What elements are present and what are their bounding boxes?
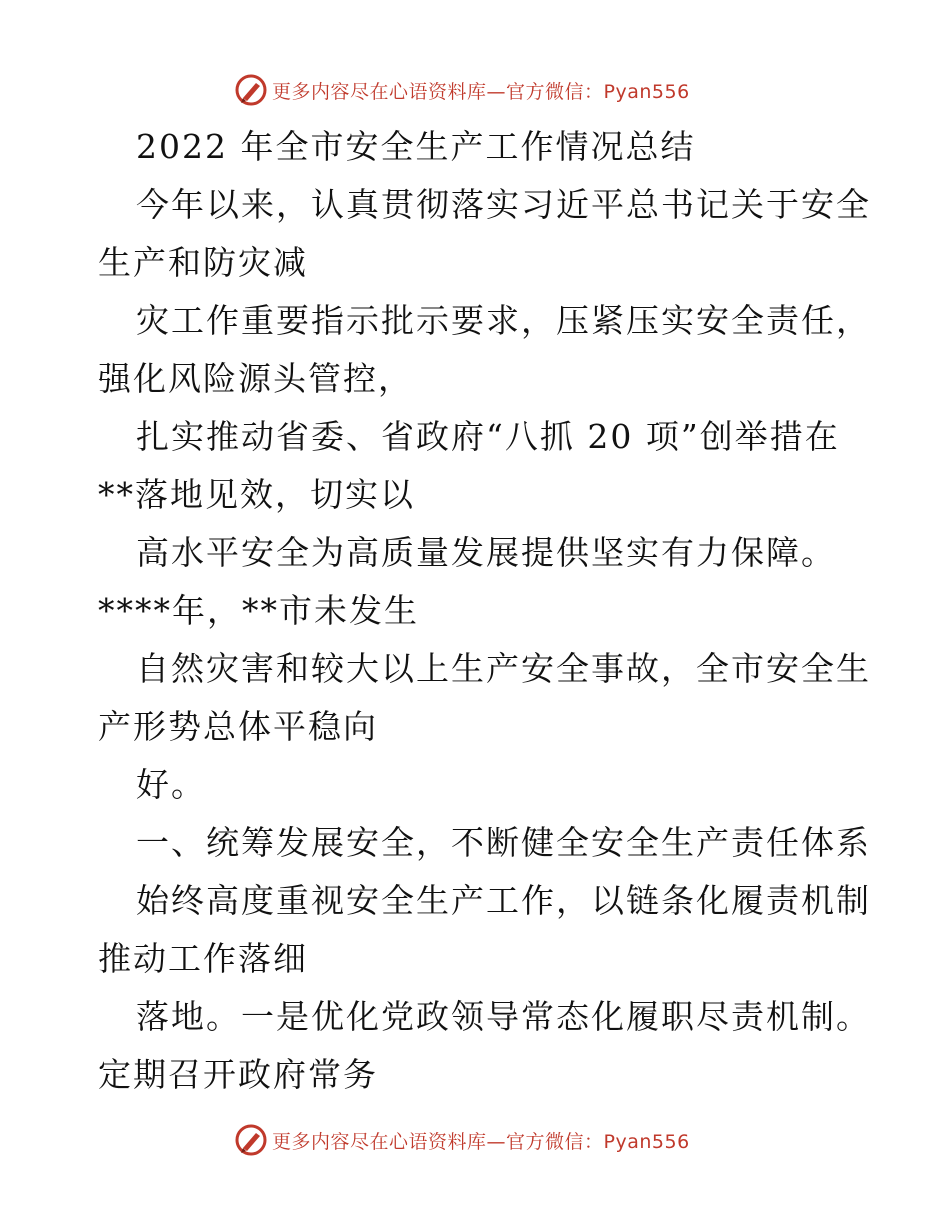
paragraph-line: 始终高度重视安全生产工作，以链条化履责机制 — [136, 881, 871, 920]
pen-logo-icon — [234, 73, 268, 107]
paragraph-line: 产形势总体平稳向 — [98, 707, 378, 746]
paragraph-line: 强化风险源头管控， — [98, 359, 413, 398]
paragraph-line: 扎实推动省委、省政府“八抓 20 项”创举措在 — [136, 417, 840, 456]
paragraph-line: 定期召开政府常务 — [98, 1055, 378, 1094]
watermark-text-top: 更多内容尽在心语资料库—官方微信：Pyan556 — [272, 80, 690, 103]
document-body — [98, 118, 871, 1104]
watermark-text-bottom: 更多内容尽在心语资料库—官方微信：Pyan556 — [272, 1130, 690, 1153]
watermark-banner-top — [234, 72, 690, 108]
paragraph-line: 落地。一是优化党政领导常态化履职尽责机制。 — [136, 997, 871, 1036]
watermark-banner-bottom — [234, 1122, 690, 1158]
section-heading: 一、统筹发展安全，不断健全安全生产责任体系 — [136, 823, 871, 862]
paragraph-line: 灾工作重要指示批示要求，压紧压实安全责任， — [136, 301, 871, 340]
paragraph-line: ****年，**市未发生 — [98, 591, 419, 630]
paragraph-line: 生产和防灾减 — [98, 243, 308, 282]
paragraph-line: **落地见效，切实以 — [98, 475, 415, 514]
paragraph-line: 高水平安全为高质量发展提供坚实有力保障。 — [136, 533, 836, 572]
pen-logo-icon — [234, 1123, 268, 1157]
paragraph-line: 好。 — [136, 765, 206, 804]
document-title: 2022 年全市安全生产工作情况总结 — [136, 127, 696, 166]
paragraph-line: 今年以来，认真贯彻落实习近平总书记关于安全 — [136, 185, 871, 224]
paragraph-line: 推动工作落细 — [98, 939, 308, 978]
paragraph-line: 自然灾害和较大以上生产安全事故，全市安全生 — [136, 649, 871, 688]
